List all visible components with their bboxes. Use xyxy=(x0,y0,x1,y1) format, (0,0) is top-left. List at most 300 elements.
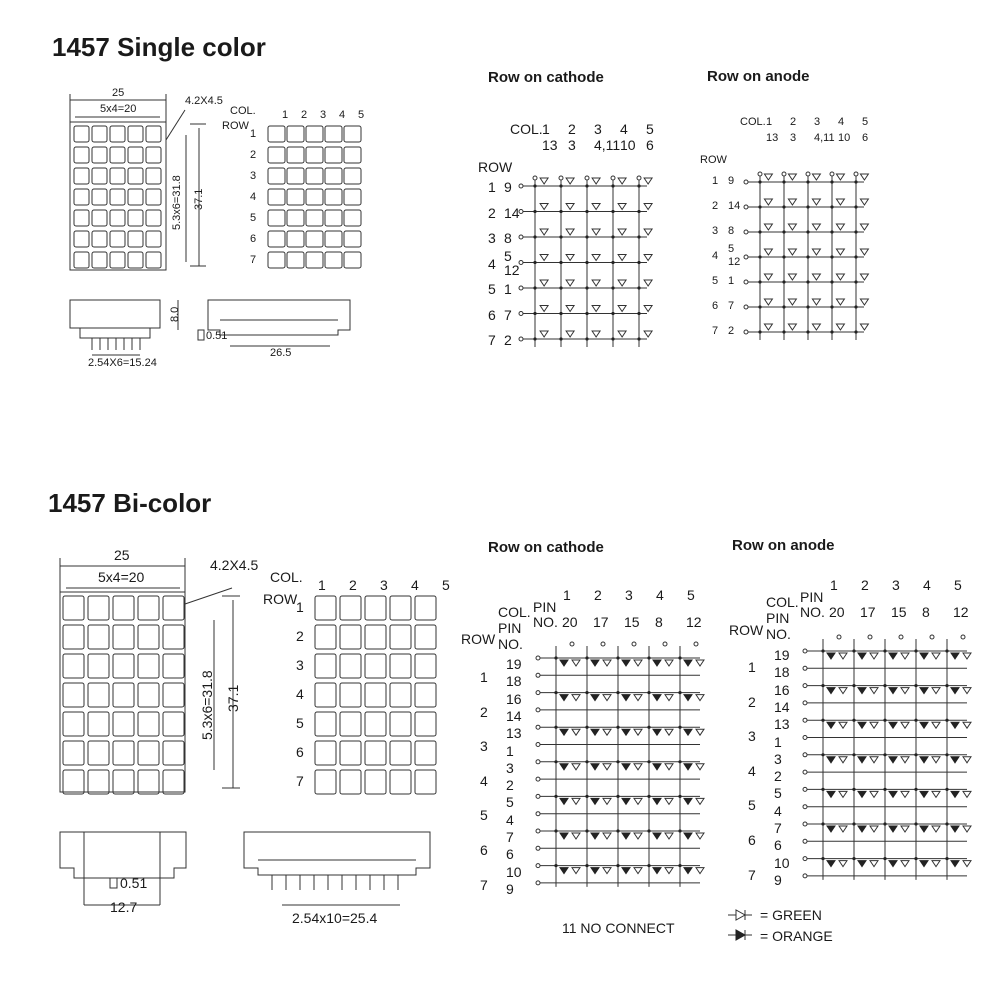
diode-icon xyxy=(788,174,796,180)
led-dot xyxy=(390,596,411,620)
led-dot xyxy=(340,770,361,794)
col-number: 1 xyxy=(542,121,550,137)
bicolor-anode-title: Row on anode xyxy=(732,537,835,554)
orange-diode-icon xyxy=(827,791,835,797)
row-pin-number: 2 xyxy=(728,325,735,337)
row-number: 1 xyxy=(488,179,496,195)
diode-icon xyxy=(836,174,844,180)
led-dot xyxy=(113,683,134,707)
green-diode-icon xyxy=(572,833,580,839)
green-diode-icon xyxy=(870,688,878,694)
led-dot xyxy=(146,210,161,226)
row-pin xyxy=(536,881,540,885)
junction-dot xyxy=(782,330,785,333)
col-pin-number: 13 xyxy=(766,132,779,144)
junction-dot xyxy=(559,235,562,238)
junction-dot xyxy=(883,788,886,791)
legend-orange-label: = ORANGE xyxy=(760,928,833,944)
green-diode-icon xyxy=(634,660,642,666)
junction-dot xyxy=(585,235,588,238)
orange-diode-icon xyxy=(920,688,928,694)
led-dot xyxy=(315,683,336,707)
col-number: 1 xyxy=(282,109,289,121)
orange-diode-icon xyxy=(858,757,866,763)
junction-dot xyxy=(611,184,614,187)
row-pin xyxy=(744,255,748,259)
diode-icon xyxy=(592,255,600,261)
orange-diode-icon xyxy=(684,868,692,874)
junction-dot xyxy=(945,788,948,791)
single-dim-pinspan: 2.54X6=15.24 xyxy=(88,357,157,369)
column-pin xyxy=(868,635,872,639)
led-dot xyxy=(344,189,361,205)
diode-icon xyxy=(566,229,574,235)
green-diode-icon xyxy=(932,826,940,832)
led-dot xyxy=(365,770,386,794)
row-pin xyxy=(803,822,807,826)
diode-icon xyxy=(788,274,796,280)
row-pin-number: 3 xyxy=(774,750,782,767)
junction-dot xyxy=(758,305,761,308)
led-dot xyxy=(146,231,161,247)
bicolor-title: 1457 Bi-color xyxy=(48,488,212,518)
col-pin-number: 6 xyxy=(862,132,869,144)
row-pin xyxy=(519,286,523,290)
single-dim-cols: 5x4=20 xyxy=(100,103,137,115)
junction-dot xyxy=(611,312,614,315)
green-diode-icon xyxy=(963,688,971,694)
led-dot xyxy=(415,712,436,736)
row-pin-number: 14 xyxy=(506,707,522,724)
green-diode-icon xyxy=(665,764,673,770)
junction-dot xyxy=(678,656,681,659)
green-diode-icon xyxy=(870,757,878,763)
junction-dot xyxy=(945,753,948,756)
col-pin-number: 8 xyxy=(922,604,930,620)
led-dot xyxy=(88,712,109,736)
diode-icon xyxy=(540,331,548,337)
diode-icon xyxy=(566,204,574,210)
diode-icon xyxy=(860,174,868,180)
orange-diode-icon xyxy=(653,798,661,804)
orange-diode-icon xyxy=(653,764,661,770)
green-diode-icon xyxy=(634,695,642,701)
junction-dot xyxy=(647,656,650,659)
column-pin xyxy=(637,176,641,180)
led-dot xyxy=(340,625,361,649)
green-diode-icon xyxy=(665,695,673,701)
junction-dot xyxy=(585,795,588,798)
junction-dot xyxy=(678,795,681,798)
orange-diode-icon xyxy=(560,798,568,804)
junction-dot xyxy=(678,864,681,867)
no-label: NO. xyxy=(766,626,791,642)
col-number: 2 xyxy=(861,577,869,593)
led-dot xyxy=(163,741,184,765)
row-pin-number: 4 xyxy=(774,802,782,819)
junction-dot xyxy=(647,760,650,763)
diode-icon xyxy=(788,324,796,330)
led-dot xyxy=(268,231,285,247)
single-row-label: ROW xyxy=(222,120,249,132)
diode-icon xyxy=(540,178,548,184)
junction-dot xyxy=(806,330,809,333)
led-dot xyxy=(415,596,436,620)
single-color-title: 1457 Single color xyxy=(52,32,266,62)
orange-diode-icon xyxy=(622,729,630,735)
junction-dot xyxy=(533,261,536,264)
led-dot xyxy=(268,168,285,184)
col-number: 3 xyxy=(814,116,821,128)
green-diode-icon xyxy=(634,764,642,770)
diode-icon xyxy=(566,178,574,184)
col-number: 3 xyxy=(320,109,327,121)
led-dot xyxy=(113,625,134,649)
row-pin-number: 13 xyxy=(506,725,522,742)
junction-dot xyxy=(554,656,557,659)
green-diode-icon xyxy=(932,688,940,694)
orange-diode-icon xyxy=(653,729,661,735)
green-diode-icon xyxy=(870,861,878,867)
row-pin-number: 7 xyxy=(506,829,514,845)
orange-diode-icon xyxy=(827,653,835,659)
junction-dot xyxy=(854,230,857,233)
row-pin-number: 6 xyxy=(774,837,782,854)
col-pin-number: 3 xyxy=(568,137,576,153)
row-pin xyxy=(803,839,807,843)
junction-dot xyxy=(611,337,614,340)
bicolor-cathode-title: Row on cathode xyxy=(488,539,604,556)
green-diode-icon xyxy=(603,798,611,804)
col-label: COL. xyxy=(766,594,799,610)
led-dot xyxy=(138,741,159,765)
led-dot xyxy=(88,683,109,707)
junction-dot xyxy=(585,210,588,213)
row-pin xyxy=(519,312,523,316)
diode-icon xyxy=(764,324,772,330)
junction-dot xyxy=(611,286,614,289)
led-dot xyxy=(74,168,89,184)
column-pin xyxy=(533,176,537,180)
led-dot xyxy=(344,231,361,247)
row-number: 1 xyxy=(748,659,756,675)
green-diode-icon xyxy=(665,729,673,735)
junction-dot xyxy=(559,210,562,213)
bi-dim-width: 25 xyxy=(114,547,130,563)
led-dot xyxy=(344,252,361,268)
row-pin xyxy=(519,235,523,239)
bi-row-label: ROW xyxy=(263,591,298,607)
col-number: 2 xyxy=(568,121,576,137)
orange-diode-icon xyxy=(920,791,928,797)
col-pin-number: 15 xyxy=(891,604,907,620)
col-pin-number: 3 xyxy=(790,132,797,144)
row-number: 4 xyxy=(480,772,488,789)
led-dot xyxy=(110,252,125,268)
led-dot xyxy=(63,770,84,794)
row-number: 1 xyxy=(296,599,304,615)
junction-dot xyxy=(616,691,619,694)
row-label: ROW xyxy=(729,622,764,638)
row-number: 7 xyxy=(480,876,488,893)
green-diode-icon xyxy=(932,791,940,797)
junction-dot xyxy=(585,760,588,763)
led-dot xyxy=(146,189,161,205)
junction-dot xyxy=(758,255,761,258)
col-number: 1 xyxy=(318,577,326,593)
junction-dot xyxy=(830,180,833,183)
green-diode-icon xyxy=(572,798,580,804)
col-number: 1 xyxy=(766,116,773,128)
junction-dot xyxy=(533,312,536,315)
row-number: 2 xyxy=(480,703,488,720)
row-pin-number: 9 xyxy=(774,871,782,888)
diode-icon xyxy=(566,280,574,286)
diode-icon xyxy=(860,199,868,205)
col-number: 3 xyxy=(892,577,900,593)
col-pin-number: 10 xyxy=(838,132,851,144)
row-pin xyxy=(803,684,807,688)
led-dot xyxy=(365,596,386,620)
single-dim-height: 37.1 xyxy=(193,188,205,210)
led-dot xyxy=(306,210,323,226)
green-diode-icon xyxy=(634,798,642,804)
col-number: 4 xyxy=(620,121,628,137)
green-diode-icon xyxy=(963,722,971,728)
junction-dot xyxy=(758,205,761,208)
diode-icon xyxy=(836,199,844,205)
junction-dot xyxy=(782,280,785,283)
junction-dot xyxy=(616,760,619,763)
orange-diode-icon xyxy=(653,833,661,839)
junction-dot xyxy=(616,829,619,832)
green-diode-icon xyxy=(665,868,673,874)
row-pin-number: 3 xyxy=(506,759,514,776)
col-pin-number: 17 xyxy=(593,614,609,630)
green-diode-icon xyxy=(901,826,909,832)
junction-dot xyxy=(559,337,562,340)
led-dot xyxy=(344,147,361,163)
green-diode-icon xyxy=(963,861,971,867)
row-pin-number: 9 xyxy=(506,880,514,897)
single-col-label: COL. xyxy=(230,105,256,117)
led-dot xyxy=(92,252,107,268)
diode-icon xyxy=(860,299,868,305)
led-dot xyxy=(268,126,285,142)
junction-dot xyxy=(914,753,917,756)
led-dot xyxy=(128,168,143,184)
single-dim-depth: 8.0 xyxy=(169,306,181,322)
row-pin xyxy=(536,673,540,677)
orange-diode-icon xyxy=(858,826,866,832)
led-dot xyxy=(74,126,89,142)
bi-dim-cols: 5x4=20 xyxy=(98,569,145,585)
diode-icon xyxy=(812,274,820,280)
col-number: 4 xyxy=(923,577,931,593)
led-dot xyxy=(74,252,89,268)
led-dot xyxy=(88,625,109,649)
led-dot xyxy=(390,654,411,678)
junction-dot xyxy=(533,286,536,289)
diode-icon xyxy=(812,299,820,305)
row-pin xyxy=(803,787,807,791)
led-dot xyxy=(63,596,84,620)
led-dot xyxy=(325,252,342,268)
single-dim-pin: 0.51 xyxy=(206,330,228,342)
row-pin xyxy=(803,874,807,878)
column-pin xyxy=(570,642,574,646)
led-dot xyxy=(390,625,411,649)
led-dot xyxy=(88,596,109,620)
diode-icon xyxy=(618,331,626,337)
row-label: ROW xyxy=(461,631,496,647)
junction-dot xyxy=(821,857,824,860)
diode-icon xyxy=(764,199,772,205)
diode-icon xyxy=(836,324,844,330)
diode-icon xyxy=(540,229,548,235)
diode-icon xyxy=(644,204,652,210)
junction-dot xyxy=(852,788,855,791)
bi-dim-pitch: 4.2X4.5 xyxy=(210,557,259,573)
junction-dot xyxy=(585,286,588,289)
row-number: 3 xyxy=(712,225,719,237)
row-number: 7 xyxy=(488,332,496,348)
column-pin xyxy=(930,635,934,639)
diode-icon xyxy=(566,306,574,312)
row-pin xyxy=(536,794,540,798)
junction-dot xyxy=(611,261,614,264)
orange-diode-icon xyxy=(560,729,568,735)
row-pin-number: 5 xyxy=(506,794,514,811)
led-dot xyxy=(110,210,125,226)
junction-dot xyxy=(821,753,824,756)
green-diode-icon xyxy=(572,660,580,666)
junction-dot xyxy=(854,180,857,183)
junction-dot xyxy=(854,205,857,208)
orange-diode-icon xyxy=(684,729,692,735)
junction-dot xyxy=(854,280,857,283)
junction-dot xyxy=(585,829,588,832)
row-pin-number: 12 xyxy=(728,256,741,268)
junction-dot xyxy=(585,726,588,729)
row-number: 4 xyxy=(748,762,756,779)
legend-green-label: = GREEN xyxy=(760,907,822,923)
col-pin-number: 20 xyxy=(562,614,578,630)
led-dot xyxy=(415,683,436,707)
diode-icon xyxy=(764,249,772,255)
row-pin xyxy=(744,280,748,284)
orange-diode-icon xyxy=(622,833,630,839)
row-label: ROW xyxy=(700,154,727,166)
row-number: 2 xyxy=(250,149,257,161)
row-pin-number: 14 xyxy=(728,200,741,212)
orange-diode-icon xyxy=(622,868,630,874)
led-dot xyxy=(390,741,411,765)
junction-dot xyxy=(883,753,886,756)
orange-diode-icon xyxy=(827,826,835,832)
orange-diode-icon xyxy=(622,695,630,701)
diode-icon xyxy=(592,204,600,210)
junction-dot xyxy=(830,230,833,233)
led-dot xyxy=(163,712,184,736)
col-number: 5 xyxy=(358,109,365,121)
row-pin-number: 16 xyxy=(506,690,522,707)
led-dot xyxy=(128,147,143,163)
diode-icon xyxy=(644,255,652,261)
led-dot xyxy=(365,654,386,678)
diode-icon xyxy=(788,224,796,230)
junction-dot xyxy=(821,788,824,791)
col-pin-number: 12 xyxy=(686,614,702,630)
col-number: 3 xyxy=(380,577,388,593)
orange-diode-icon xyxy=(560,868,568,874)
led-dot xyxy=(74,189,89,205)
column-pin xyxy=(782,172,786,176)
row-number: 1 xyxy=(480,669,488,685)
row-pin-number: 8 xyxy=(728,225,735,237)
single-dim-rows: 5.3x6=31.8 xyxy=(171,175,183,230)
led-dot xyxy=(315,741,336,765)
green-diode-icon xyxy=(932,653,940,659)
row-pin-number: 7 xyxy=(504,306,512,323)
led-dot xyxy=(344,168,361,184)
green-diode-icon xyxy=(839,826,847,832)
single-dim-side: 26.5 xyxy=(270,347,292,359)
row-pin xyxy=(803,701,807,705)
diode-icon xyxy=(618,306,626,312)
led-dot xyxy=(92,147,107,163)
led-dot xyxy=(315,712,336,736)
bi-dim-height: 37.1 xyxy=(225,684,241,712)
junction-dot xyxy=(782,305,785,308)
col-number: 5 xyxy=(687,587,695,603)
junction-dot xyxy=(852,649,855,652)
diode-icon xyxy=(860,324,868,330)
junction-dot xyxy=(821,719,824,722)
diode-icon xyxy=(812,249,820,255)
junction-dot xyxy=(758,180,761,183)
junction-dot xyxy=(678,829,681,832)
row-number: 4 xyxy=(712,250,719,262)
col-number: 2 xyxy=(790,116,797,128)
col-pin-number: 6 xyxy=(646,137,654,153)
orange-diode-icon xyxy=(951,861,959,867)
junction-dot xyxy=(559,184,562,187)
junction-dot xyxy=(852,822,855,825)
junction-dot xyxy=(533,184,536,187)
column-pin xyxy=(611,176,615,180)
led-dot xyxy=(113,596,134,620)
row-number: 5 xyxy=(250,212,257,224)
row-pin xyxy=(536,656,540,660)
junction-dot xyxy=(806,180,809,183)
orange-diode-icon xyxy=(653,868,661,874)
orange-diode-icon xyxy=(827,688,835,694)
green-diode-icon xyxy=(932,861,940,867)
row-pin xyxy=(803,753,807,757)
row-pin-number: 10 xyxy=(774,854,790,871)
led-dot xyxy=(315,654,336,678)
orange-diode-icon xyxy=(591,764,599,770)
junction-dot xyxy=(830,305,833,308)
led-dot xyxy=(163,596,184,620)
diode-icon xyxy=(566,331,574,337)
green-diode-icon xyxy=(696,764,704,770)
junction-dot xyxy=(852,719,855,722)
junction-dot xyxy=(637,312,640,315)
no-label: NO. xyxy=(533,614,558,630)
led-dot xyxy=(306,252,323,268)
